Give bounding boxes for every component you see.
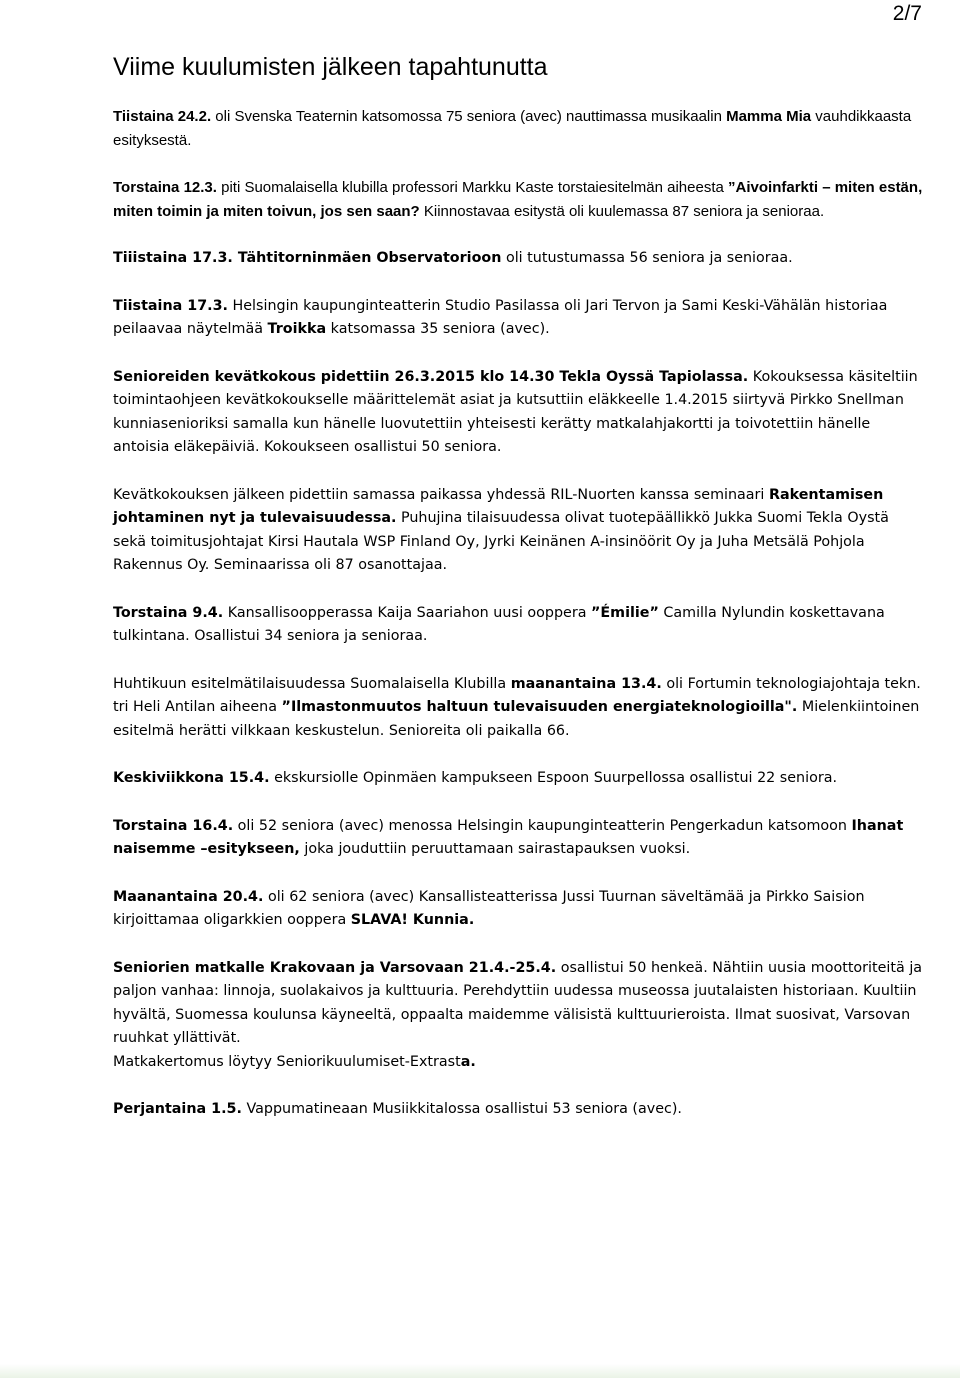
paragraph-text: joka jouduttiin peruuttamaan sairastapauksen vuoksi.: [299, 841, 691, 857]
document-body: [113, 105, 925, 1122]
paragraph-kevatkokous: [113, 366, 925, 460]
paragraph-vappumatinea: [113, 1098, 925, 1122]
paragraph-text: oli 62 seniora (avec) Kansallisteatterissa Jussi Tuurnan säveltämää ja Pirkko Saision kirjoittamaa oligarkkien ooppera: [113, 888, 865, 928]
paragraph-text: oli tutustumassa 56 seniora ja senioraa.: [501, 250, 793, 266]
paragraph-esitelma: [113, 673, 925, 744]
date-bold: Tiiistaina 17.3. Tähtitorninmäen Observatorioon: [113, 250, 502, 266]
page-title: Viime kuulumisten jälkeen tapahtunutta: [113, 53, 548, 81]
title-bold: ”Émilie”: [591, 604, 659, 621]
date-bold: Perjantaina 1.5.: [113, 1101, 242, 1117]
paragraph-text: oli Fortumin teknologiajohtaja tekn. tri Heli Antilan aiheena: [113, 675, 921, 715]
title-bold: Mamma Mia: [726, 108, 812, 125]
paragraph-text: Vappumatineaan Musiikkitalossa osallistui 53 seniora (avec).: [241, 1101, 682, 1117]
paragraph-text: vauhdikkaasta esityksestä.: [113, 108, 912, 149]
paragraph-text: katsomassa 35 seniora (avec).: [326, 321, 550, 337]
date-bold: Tiistaina 17.3.: [113, 297, 228, 314]
paragraph-ekskursio: [113, 767, 925, 791]
date-bold: Torstaina 12.3.: [113, 179, 217, 196]
paragraph-observatorio: [113, 247, 925, 271]
date-bold: maanantaina 13.4.: [510, 675, 662, 692]
paragraph-text: Kansallisoopperassa Kaija Saariahon uusi ooppera: [223, 604, 592, 621]
paragraph-emilie: [113, 602, 925, 649]
title-bold: ”Aivoinfarkti – miten estän, miten toimin ja miten toivun, jos sen saan?: [113, 179, 923, 220]
paragraph-text: Mielenkiintoinen esitelmä herätti vilkkaan keskustelun. Senioreita oli paikalla 66.: [113, 699, 920, 739]
paragraph-krakova-varsova: [113, 957, 925, 1075]
page-number: 2/7: [892, 2, 922, 25]
paragraph-text: oli Svenska Teaternin katsomossa 75 seniora (avec) nauttimassa musikaalin: [211, 108, 727, 125]
title-bold: Troikka: [267, 321, 327, 337]
paragraph-text: Kevätkokouksen jälkeen pidettiin samassa paikassa yhdessä RIL-Nuorten kanssa seminaari: [113, 486, 769, 503]
paragraph-ihanat-naisemme: [113, 815, 925, 862]
paragraph-seminaari: [113, 484, 925, 578]
paragraph-text: oli 52 seniora (avec) menossa Helsingin kaupunginteatterin Pengerkadun katsomoon: [233, 817, 852, 834]
paragraph-text: Kokouksessa käsiteltiin toimintaohjeen kevätkokoukselle määrittelemät asiat ja kutsuttiin eläkkeelle 1.4.2015 siirtyvä Pirkko Snellman kunniasenioriksi samalla kun hänelle luovutettiin yhteisesti kerätty matkalahjakortti ja toivotettiin hänelle antoisia eläkepäiviä. Kokoukseen osallistui 50 seniora.: [113, 368, 918, 455]
title-bold: ”Ilmastonmuutos haltuun tulevaisuuden energiateknologioilla".: [281, 699, 798, 715]
paragraph-text: piti Suomalaisella klubilla professori Markku Kaste torstaiesitelmän aiheesta: [216, 179, 729, 196]
paragraph-mamma-mia: [113, 105, 925, 152]
date-bold: Maanantaina 20.4.: [113, 888, 264, 905]
heading-bold: Seniorien matkalle Krakovaan ja Varsovaan 21.4.-25.4.: [113, 959, 557, 976]
footer-stripe: [0, 1356, 960, 1378]
paragraph-troikka: [113, 295, 925, 342]
paragraph-text: Kiinnostavaa esitystä oli kuulemassa 87 seniora ja senioraa.: [419, 202, 825, 220]
title-bold: Rakentamisen johtaminen nyt ja tulevaisuudessa.: [113, 486, 884, 526]
paragraph-text: Puhujina tilaisuudessa olivat tuotepäällikkö Jukka Suomi Tekla Oystä sekä toimitusjohtajat Kirsi Hautala WSP Finland Oy, Jyrki Keinänen A-insinöörit Oy ja Juha Metsälä Pohjola Rakennus Oy. Seminaarissa oli 87 osanottajaa.: [113, 510, 889, 573]
date-bold: Keskiviikkona 15.4.: [113, 770, 270, 786]
date-bold: Torstaina 9.4.: [113, 604, 224, 621]
title-bold: SLAVA! Kunnia.: [350, 912, 475, 928]
paragraph-text: Matkakertomus löytyy Seniorikuulumiset-Extrast: [113, 1053, 461, 1070]
paragraph-aivoinfarkti: [113, 176, 925, 223]
heading-bold: Senioreiden kevätkokous pidettiin 26.3.2015 klo 14.30 Tekla Oyssä Tapiolassa.: [113, 368, 749, 385]
title-bold: Ihanat naisemme –esitykseen,: [113, 817, 904, 857]
paragraph-text: Helsingin kaupunginteatterin Studio Pasilassa oli Jari Tervon ja Sami Keski-Vähälän historiaa peilaavaa näytelmää: [113, 297, 888, 337]
paragraph-text: Camilla Nylundin koskettavana tulkintana. Osallistui 34 seniora ja senioraa.: [113, 604, 885, 644]
date-bold: Tiistaina 24.2.: [113, 108, 212, 125]
paragraph-slava: [113, 886, 925, 933]
date-bold: Torstaina 16.4.: [113, 817, 234, 834]
paragraph-text: osallistui 50 henkeä. Nähtiin uusia moottoriteitä ja paljon vanhaa: linnoja, suolakaivos ja kulttuuria. Perehdyttiin uudessa museossa juutalaisten historiaan. Kuultiin hyvältä, Suomessa koulunsa käyneeltä, oppaalta maidemme välisistä kulttuurieroista. Ilmat suosivat, Varsovan ruuhkat yllättivät.: [113, 959, 923, 1046]
text-bold: a.: [460, 1053, 476, 1070]
paragraph-text: ekskursiolle Opinmäen kampukseen Espoon Suurpellossa osallistui 22 seniora.: [269, 770, 838, 786]
paragraph-text: Huhtikuun esitelmätilaisuudessa Suomalaisella Klubilla: [113, 675, 511, 692]
